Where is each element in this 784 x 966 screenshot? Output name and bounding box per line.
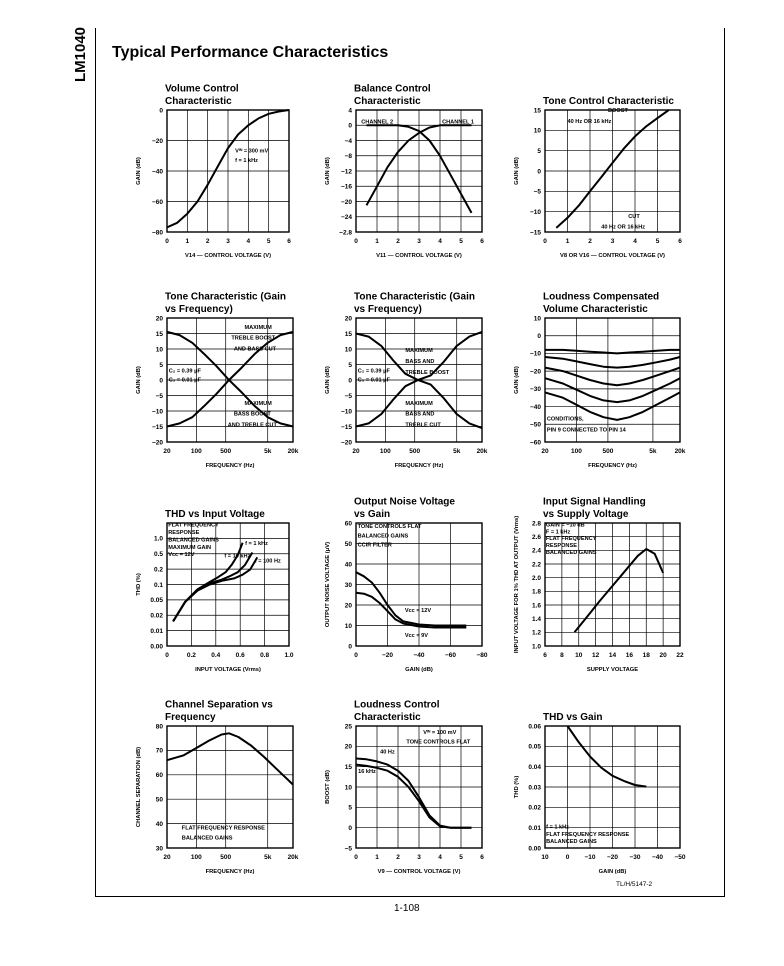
- series-line: [545, 350, 680, 354]
- chart-annotation: CHANNEL 1: [442, 119, 475, 126]
- y-tick-label: 0.02: [150, 612, 163, 620]
- y-tick-label: 2.6: [531, 533, 541, 541]
- x-axis-label: FREQUENCY (Hz): [588, 463, 637, 469]
- chart-annotation: 40 Hz: [380, 749, 395, 756]
- chart-annotation: MAXIMUM: [405, 348, 433, 355]
- chart-title: Frequency: [165, 712, 216, 723]
- chart-annotation: TREBLE CUT: [405, 422, 441, 429]
- series-line: [545, 357, 680, 368]
- part-number: LM1040: [72, 26, 89, 82]
- x-tick-label: 500: [220, 448, 232, 455]
- y-tick-label: −10: [529, 350, 541, 358]
- y-tick-label: −10: [151, 408, 163, 416]
- chart-title: Input Signal Handling: [543, 496, 646, 508]
- y-tick-label: 30: [155, 845, 163, 853]
- y-tick-label: 10: [344, 784, 352, 792]
- y-tick-label: 2.0: [531, 574, 541, 582]
- chart-title: THD vs Gain: [543, 712, 603, 723]
- chart-annotation: RESPONSE: [545, 542, 577, 549]
- y-axis-label: GAIN (dB): [514, 366, 520, 394]
- y-tick-label: −20: [151, 439, 163, 447]
- x-tick-label: 0: [565, 854, 570, 861]
- y-tick-label: 0.02: [528, 804, 541, 812]
- x-tick-label: 1.0: [284, 652, 294, 659]
- chart-c1: [136, 84, 291, 260]
- y-tick-label: 50: [344, 540, 352, 548]
- y-tick-label: 60: [344, 520, 352, 528]
- y-axis-label: CHANNEL SEPARATION (dB): [136, 746, 142, 828]
- chart-annotation: FLAT FREQUENCY RESPONSE: [181, 825, 265, 832]
- chart-annotation: f = 1 kHz: [546, 824, 569, 831]
- x-axis-label: INPUT VOLTAGE (Vrms): [195, 667, 261, 673]
- x-tick-label: 3: [417, 854, 421, 861]
- y-tick-label: −50: [529, 421, 541, 429]
- chart-annotation: BALANCED GAINS: [546, 838, 597, 845]
- chart-title: Volume Control: [165, 83, 239, 95]
- y-tick-label: 10: [344, 622, 352, 630]
- chart-c9: [514, 497, 684, 674]
- x-tick-label: 5k: [453, 448, 461, 455]
- y-tick-label: 0: [537, 333, 541, 341]
- x-tick-label: 5k: [649, 448, 657, 455]
- y-tick-label: 0.05: [150, 597, 163, 605]
- x-tick-label: −10: [584, 854, 596, 861]
- y-tick-label: 1.6: [531, 602, 541, 610]
- y-tick-label: 5: [159, 361, 163, 369]
- x-tick-label: 0.8: [260, 652, 270, 659]
- y-tick-label: 10: [344, 346, 352, 354]
- y-tick-label: 40: [344, 561, 352, 569]
- y-tick-label: 0.5: [153, 551, 163, 559]
- x-tick-label: 100: [190, 448, 202, 455]
- figure-code: TL/H/5147-2: [616, 881, 653, 888]
- series-line: [356, 572, 466, 625]
- chart-annotation: BOOST: [608, 108, 628, 115]
- chart-annotation: 40 Hz OR 16 kHz: [567, 119, 612, 126]
- y-tick-label: 5: [537, 147, 541, 155]
- chart-annotation: GAIN = −10 dB: [545, 522, 585, 529]
- x-tick-label: 1: [375, 238, 379, 245]
- chart-annotation: MAXIMUM: [244, 324, 272, 331]
- x-tick-label: 0: [354, 238, 358, 245]
- chart-title: Balance Control: [354, 83, 431, 95]
- y-axis-label: GAIN (dB): [136, 366, 142, 394]
- x-tick-label: −80: [476, 652, 488, 659]
- y-tick-label: 20: [155, 315, 163, 323]
- chart-c12: [514, 712, 686, 875]
- y-tick-label: 0: [537, 168, 541, 176]
- y-tick-label: 50: [155, 796, 163, 804]
- y-tick-label: 25: [344, 723, 352, 731]
- x-tick-label: 5k: [264, 854, 272, 861]
- x-tick-label: 3: [226, 238, 230, 245]
- y-tick-label: 0: [348, 824, 352, 832]
- x-tick-label: 100: [379, 448, 391, 455]
- y-tick-label: 1.8: [531, 588, 541, 596]
- x-tick-label: 0: [165, 238, 169, 245]
- x-tick-label: 500: [602, 448, 614, 455]
- x-tick-label: 3: [610, 238, 615, 245]
- y-axis-label: INPUT VOLTAGE FOR 1% THD AT OUTPUT (Vrms): [514, 515, 520, 654]
- x-tick-label: 0.2: [186, 652, 196, 659]
- page-title: Typical Performance Characteristics: [112, 44, 389, 61]
- x-tick-label: 2: [396, 854, 400, 861]
- x-tick-label: 20: [541, 448, 549, 455]
- chart-annotation: F = 1 kHz: [545, 529, 571, 536]
- x-tick-label: 1: [565, 238, 570, 245]
- y-tick-label: −40: [529, 403, 541, 411]
- y-tick-label: −15: [529, 229, 541, 237]
- y-tick-label: −5: [533, 188, 541, 196]
- y-tick-label: 10: [533, 127, 541, 135]
- y-tick-label: 0: [159, 107, 163, 115]
- y-tick-label: 2.2: [531, 561, 541, 569]
- y-tick-label: 5: [348, 361, 352, 369]
- chart-title: vs Frequency): [354, 304, 422, 315]
- x-tick-label: 10: [541, 854, 549, 861]
- x-tick-label: 4: [246, 238, 251, 245]
- y-tick-label: −60: [151, 198, 163, 206]
- y-tick-label: 20: [344, 743, 352, 751]
- x-tick-label: 20: [163, 448, 171, 455]
- y-tick-label: −80: [151, 229, 163, 237]
- y-tick-label: −4: [344, 137, 352, 145]
- y-tick-label: 5: [348, 804, 352, 812]
- chart-annotation: FLAT FREQUENCY: [168, 522, 219, 529]
- chart-annotation: PIN 9 CONNECTED TO PIN 14: [546, 427, 626, 434]
- y-tick-label: 60: [155, 772, 163, 780]
- chart-title: Characteristic: [165, 96, 232, 107]
- chart-annotation: BALANCED GAINS: [545, 549, 597, 556]
- chart-title: Tone Characteristic (Gain: [354, 291, 475, 303]
- y-tick-label: −12: [340, 168, 352, 176]
- x-tick-label: 4: [438, 854, 442, 861]
- y-tick-label: 80: [155, 723, 163, 731]
- chart-title: vs Supply Voltage: [543, 509, 629, 520]
- y-tick-label: 15: [533, 107, 541, 115]
- x-tick-label: 6: [543, 652, 547, 659]
- x-tick-label: 6: [480, 854, 484, 861]
- x-tick-label: 4: [633, 238, 637, 245]
- x-tick-label: −30: [629, 854, 641, 861]
- chart-annotation: C₃ = 0.01 μF: [357, 377, 391, 384]
- y-tick-label: −10: [340, 408, 352, 416]
- chart-title: Output Noise Voltage: [354, 496, 455, 508]
- chart-title: Characteristic: [354, 712, 421, 723]
- x-tick-label: 500: [409, 448, 421, 455]
- y-tick-label: 30: [344, 581, 352, 589]
- y-tick-label: −60: [529, 439, 541, 447]
- chart-c6: [514, 292, 686, 470]
- chart-annotation: 16 kHz: [358, 768, 376, 775]
- y-tick-label: −8: [344, 153, 352, 161]
- chart-annotation: f = 1 kHz: [245, 541, 268, 548]
- x-axis-label: V9 — CONTROL VOLTAGE (V): [377, 869, 461, 875]
- y-axis-label: GAIN (dB): [136, 157, 142, 185]
- x-tick-label: 6: [480, 238, 484, 245]
- chart-annotation: C₂ = 0.39 μF: [168, 368, 201, 375]
- x-axis-label: GAIN (dB): [405, 667, 433, 673]
- x-tick-label: 5: [655, 238, 660, 245]
- x-tick-label: −20: [606, 854, 619, 861]
- x-tick-label: 5k: [264, 448, 272, 455]
- y-tick-label: 20: [344, 602, 352, 610]
- x-tick-label: 100: [571, 448, 582, 455]
- x-tick-label: 20k: [287, 448, 299, 455]
- page-number: 1-108: [394, 903, 420, 914]
- chart-annotation: AND TREBLE CUT: [227, 422, 277, 429]
- chart-annotation: BALANCED GAINS: [181, 835, 233, 842]
- y-tick-label: 1.0: [531, 643, 541, 651]
- chart-annotation: TREBLE BOOST: [405, 369, 450, 376]
- x-tick-label: 2: [588, 238, 592, 245]
- chart-annotation: MAXIMUM: [244, 400, 272, 407]
- chart-annotation: TREBLE BOOST: [231, 335, 276, 342]
- x-tick-label: 2: [205, 238, 210, 245]
- y-axis-label: GAIN (dB): [325, 157, 331, 185]
- chart-title: Loudness Compensated: [543, 291, 660, 303]
- chart-c3: [514, 96, 682, 259]
- chart-annotation: MAXIMUM GAIN: [168, 544, 212, 551]
- y-tick-label: 15: [155, 330, 163, 338]
- series-line: [545, 368, 680, 386]
- y-tick-label: 10: [155, 346, 163, 354]
- chart-c11: [325, 700, 484, 876]
- chart-c7: [136, 509, 294, 673]
- x-tick-label: 10: [575, 652, 583, 659]
- x-tick-label: 12: [592, 652, 600, 659]
- x-tick-label: 6: [287, 238, 291, 245]
- chart-annotation: CUT: [628, 213, 640, 220]
- chart-annotation: BASS AND: [405, 358, 435, 365]
- x-tick-label: −60: [444, 652, 457, 659]
- x-tick-label: 14: [608, 652, 617, 659]
- y-tick-label: 0: [348, 377, 352, 385]
- x-tick-label: 2: [396, 238, 400, 245]
- y-tick-label: 0.00: [528, 845, 541, 853]
- x-tick-label: 4: [438, 238, 442, 245]
- x-tick-label: 18: [642, 652, 650, 659]
- y-tick-label: −15: [151, 423, 163, 431]
- chart-c4: [136, 292, 299, 470]
- y-tick-label: 40: [155, 820, 163, 828]
- x-tick-label: 0: [165, 652, 169, 659]
- y-tick-label: −30: [529, 386, 541, 394]
- x-axis-label: FREQUENCY (Hz): [205, 463, 255, 469]
- chart-annotation: BALANCED GAINS: [357, 533, 409, 540]
- y-tick-label: −16: [340, 183, 352, 191]
- chart-annotation: Vcc = 12V: [404, 608, 432, 615]
- y-tick-label: 2.4: [531, 547, 541, 555]
- series-line: [575, 549, 664, 632]
- y-tick-label: −5: [344, 845, 352, 853]
- y-tick-label: 1.0: [153, 535, 163, 543]
- chart-c10: [136, 700, 299, 876]
- chart-annotation: Vcc = 9V: [404, 632, 428, 639]
- y-tick-label: 1.2: [531, 629, 541, 637]
- y-tick-label: 70: [155, 747, 163, 755]
- y-tick-label: 15: [344, 330, 352, 338]
- chart-annotation: Vᴵᴺ = 100 mV: [423, 730, 457, 737]
- chart-annotation: C₃ = 0.01 μF: [168, 377, 202, 384]
- x-axis-label: SUPPLY VOLTAGE: [586, 667, 639, 673]
- series-line: [167, 733, 293, 784]
- y-tick-label: −20: [151, 137, 163, 145]
- y-tick-label: 0: [348, 122, 352, 130]
- x-tick-label: 100: [190, 854, 202, 861]
- chart-title: vs Gain: [354, 509, 391, 520]
- y-tick-label: 0.01: [528, 824, 541, 832]
- chart-annotation: BASS AND: [405, 411, 435, 418]
- plot-frame: [545, 318, 680, 442]
- y-tick-label: 0.04: [528, 763, 541, 771]
- x-tick-label: 0.6: [235, 652, 245, 659]
- chart-annotation: BALANCED GAINS: [168, 537, 219, 544]
- series-line: [568, 726, 647, 787]
- y-axis-label: THD (%): [136, 573, 142, 596]
- x-tick-label: 0.4: [211, 652, 221, 659]
- y-tick-label: 0.03: [528, 784, 541, 792]
- y-tick-label: 0: [348, 643, 352, 651]
- chart-title: Loudness Control: [354, 699, 440, 711]
- y-tick-label: −5: [344, 392, 352, 400]
- x-axis-label: FREQUENCY (Hz): [205, 869, 255, 875]
- y-axis-label: BOOST (dB): [325, 770, 331, 804]
- y-tick-label: 0.01: [150, 627, 163, 635]
- y-tick-label: 2.8: [531, 520, 541, 528]
- chart-title: Tone Control Characteristic: [543, 96, 674, 107]
- y-tick-label: 1.4: [531, 615, 541, 623]
- y-tick-label: 0: [159, 377, 163, 385]
- x-axis-label: V14 — CONTROL VOLTAGE (V): [185, 253, 271, 259]
- chart-annotation: FLAT FREQUENCY RESPONSE: [546, 831, 630, 838]
- x-tick-label: 1: [185, 238, 190, 245]
- y-tick-label: 4: [348, 107, 352, 115]
- y-tick-label: −24: [340, 214, 352, 222]
- y-tick-label: −10: [529, 208, 541, 216]
- y-tick-label: 15: [344, 763, 352, 771]
- y-tick-label: 10: [533, 315, 541, 323]
- chart-annotation: f = 10 kHz: [224, 553, 251, 560]
- x-tick-label: 0: [354, 652, 358, 659]
- x-axis-label: V11 — CONTROL VOLTAGE (V): [376, 253, 462, 259]
- chart-annotation: TONE CONTROLS FLAT: [406, 739, 471, 746]
- chart-annotation: MAXIMUM: [405, 400, 433, 407]
- y-tick-label: −20: [340, 439, 352, 447]
- chart-annotation: f = 1 kHz: [235, 157, 258, 164]
- chart-annotation: RESPONSE: [168, 530, 200, 537]
- x-tick-label: 8: [560, 652, 564, 659]
- chart-annotation: CCIR FILTER: [357, 542, 392, 549]
- x-tick-label: 0: [543, 238, 547, 245]
- x-tick-label: 20k: [476, 448, 488, 455]
- x-tick-label: −50: [674, 854, 686, 861]
- chart-title: Volume Characteristic: [543, 304, 648, 315]
- chart-annotation: CONDITIONS,: [546, 416, 584, 423]
- x-tick-label: 1: [375, 854, 379, 861]
- chart-annotation: FLAT FREQUENCY: [545, 536, 597, 543]
- chart-annotation: 40 Hz OR 16 kHz: [601, 224, 646, 231]
- x-tick-label: −40: [413, 652, 425, 659]
- x-tick-label: 20k: [287, 854, 299, 861]
- series-line: [173, 557, 257, 621]
- x-tick-label: 16: [625, 652, 633, 659]
- chart-c5: [325, 292, 488, 470]
- x-tick-label: 500: [220, 854, 232, 861]
- chart-annotation: C₂ = 0.39 μF: [357, 368, 390, 375]
- chart-annotation: Vcc = 12V: [168, 552, 195, 559]
- y-tick-label: −20: [529, 368, 541, 376]
- x-axis-label: V8 OR V16 — CONTROL VOLTAGE (V): [559, 253, 666, 259]
- x-tick-label: 5: [459, 238, 463, 245]
- y-tick-label: −20: [340, 198, 352, 206]
- y-tick-label: −40: [151, 168, 163, 176]
- y-axis-label: OUTPUT NOISE VOLTAGE (μV): [325, 541, 331, 628]
- y-tick-label: 0.00: [150, 643, 163, 651]
- chart-title: vs Frequency): [165, 304, 233, 315]
- y-axis-label: GAIN (dB): [325, 366, 331, 394]
- y-axis-label: THD (%): [514, 775, 520, 799]
- y-tick-label: 0.2: [153, 566, 163, 574]
- y-tick-label: −5: [155, 392, 163, 400]
- chart-annotation: Vᴵᴺ = 300 mV: [235, 148, 269, 155]
- x-axis-label: GAIN (dB): [598, 869, 627, 875]
- x-tick-label: 20: [659, 652, 667, 659]
- x-tick-label: 22: [676, 652, 684, 659]
- x-tick-label: 0: [354, 854, 358, 861]
- x-tick-label: −20: [381, 652, 394, 659]
- chart-title: THD vs Input Voltage: [165, 509, 265, 520]
- x-axis-label: FREQUENCY (Hz): [394, 463, 444, 469]
- chart-annotation: BASS BOOST: [233, 411, 271, 418]
- chart-title: Characteristic: [354, 96, 421, 107]
- x-tick-label: 5: [459, 854, 463, 861]
- chart-annotation: TONE CONTROLS FLAT: [357, 524, 422, 531]
- y-tick-label: 0.06: [528, 723, 541, 731]
- chart-title: Tone Characteristic (Gain: [165, 291, 286, 303]
- y-axis-label: GAIN (dB): [514, 157, 520, 185]
- x-tick-label: 3: [417, 238, 421, 245]
- chart-annotation: f = 100 Hz: [254, 558, 281, 565]
- y-tick-label: −15: [340, 423, 352, 431]
- x-tick-label: 5: [266, 238, 271, 245]
- x-tick-label: −40: [651, 854, 664, 861]
- y-tick-label: −2.8: [339, 229, 352, 237]
- chart-annotation: CHANNEL 2: [361, 119, 394, 126]
- chart-title: Channel Separation vs: [165, 699, 273, 711]
- x-tick-label: 20: [163, 854, 171, 861]
- chart-c2: [325, 84, 484, 260]
- x-tick-label: 6: [678, 238, 682, 245]
- y-tick-label: 0.1: [153, 581, 163, 589]
- y-tick-label: 20: [344, 315, 352, 323]
- x-tick-label: 20k: [674, 448, 686, 455]
- y-tick-label: 0.05: [528, 743, 541, 751]
- chart-c8: [325, 497, 488, 674]
- chart-annotation: AND BASS CUT: [233, 346, 277, 353]
- x-tick-label: 20: [352, 448, 360, 455]
